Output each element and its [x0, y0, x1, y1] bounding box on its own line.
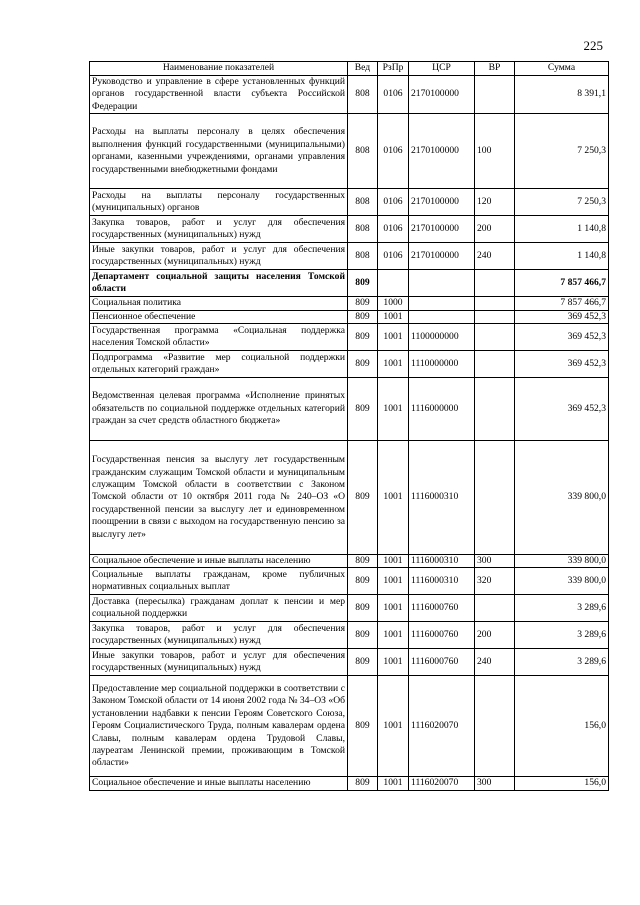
cell-vr: [475, 378, 515, 441]
cell-rzpr: 1001: [378, 324, 409, 351]
cell-name: Предоставление мер социальной поддержки в соответствии с Законом Томской области от 14 июня 2002 года № 34–ОЗ «Об установлении надбавки к пенсии Героям Советского Союза, Героям Социалистического Труда, полным кавалерам ордена Славы, полным кавалерам ордена Трудовой Славы, лауреатам Ленинской премии, проживающим в Томской области»: [90, 676, 348, 777]
cell-vr: 120: [475, 189, 515, 216]
cell-ved: 809: [348, 555, 378, 568]
cell-rzpr: 1001: [378, 676, 409, 777]
budget-table: [89, 61, 609, 791]
cell-sum: 339 800,0: [515, 568, 609, 595]
cell-sum: 369 452,3: [515, 351, 609, 378]
cell-sum: 8 391,1: [515, 76, 609, 114]
cell-name: Социальное обеспечение и иные выплаты населению: [90, 777, 348, 790]
cell-csr: 2170100000: [409, 114, 475, 189]
cell-csr: 1116000000: [409, 378, 475, 441]
cell-ved: 809: [348, 676, 378, 777]
page-number: 225: [583, 38, 603, 53]
cell-name: Закупка товаров, работ и услуг для обеспечения государственных (муниципальных) нужд: [90, 622, 348, 649]
cell-ved: 809: [348, 441, 378, 555]
cell-name: Подпрограмма «Развитие мер социальной поддержки отдельных категорий граждан»: [90, 351, 348, 378]
cell-name: Расходы на выплаты персоналу в целях обеспечения выполнения функций государственными (муниципальными) органами, казенными учреждениями, органами управления государственными внебюджетными фондами: [90, 114, 348, 189]
cell-sum: 156,0: [515, 777, 609, 790]
cell-rzpr: 1001: [378, 622, 409, 649]
cell-vr: [475, 595, 515, 622]
cell-rzpr: 0106: [378, 114, 409, 189]
cell-ved: 809: [348, 777, 378, 790]
cell-rzpr: 1001: [378, 351, 409, 378]
table-row: [90, 297, 609, 310]
cell-csr: [409, 310, 475, 323]
cell-rzpr: 1001: [378, 310, 409, 323]
table-row: [90, 378, 609, 441]
table-row: [90, 189, 609, 216]
cell-ved: 809: [348, 649, 378, 676]
table-row: [90, 622, 609, 649]
header-ved: Вед: [348, 62, 378, 76]
cell-vr: 300: [475, 777, 515, 790]
cell-ved: 809: [348, 270, 378, 297]
cell-rzpr: 0106: [378, 216, 409, 243]
cell-sum: 3 289,6: [515, 622, 609, 649]
cell-sum: 7 857 466,7: [515, 297, 609, 310]
cell-csr: 1116000310: [409, 555, 475, 568]
table-row: [90, 324, 609, 351]
cell-rzpr: 0106: [378, 189, 409, 216]
cell-name: Руководство и управление в сфере установленных функций органов государственной власти субъекта Российской Федерации: [90, 76, 348, 114]
cell-sum: 339 800,0: [515, 441, 609, 555]
cell-sum: 369 452,3: [515, 310, 609, 323]
cell-name: Иные закупки товаров, работ и услуг для обеспечения государственных (муниципальных) нужд: [90, 649, 348, 676]
table-row: [90, 676, 609, 777]
table-row: [90, 243, 609, 270]
table-row: [90, 568, 609, 595]
header-name: Наименование показателей: [90, 62, 348, 76]
cell-name: Государственная программа «Социальная поддержка населения Томской области»: [90, 324, 348, 351]
table-header: [90, 62, 609, 76]
cell-name: Департамент социальной защиты населения Томской области: [90, 270, 348, 297]
cell-ved: 809: [348, 351, 378, 378]
cell-sum: 1 140,8: [515, 243, 609, 270]
cell-csr: 1100000000: [409, 324, 475, 351]
cell-csr: 2170100000: [409, 216, 475, 243]
cell-ved: 809: [348, 622, 378, 649]
cell-ved: 809: [348, 297, 378, 310]
cell-sum: 369 452,3: [515, 324, 609, 351]
cell-rzpr: 1001: [378, 568, 409, 595]
cell-rzpr: 1000: [378, 297, 409, 310]
cell-sum: 1 140,8: [515, 216, 609, 243]
cell-ved: 808: [348, 114, 378, 189]
table-row: [90, 777, 609, 790]
cell-vr: 200: [475, 622, 515, 649]
cell-ved: 808: [348, 216, 378, 243]
cell-csr: 2170100000: [409, 243, 475, 270]
cell-csr: 2170100000: [409, 76, 475, 114]
cell-csr: 1116020070: [409, 777, 475, 790]
header-csr: ЦСР: [409, 62, 475, 76]
cell-csr: 1116000310: [409, 441, 475, 555]
cell-vr: [475, 297, 515, 310]
cell-vr: [475, 676, 515, 777]
header-rzpr: РзПр: [378, 62, 409, 76]
cell-rzpr: 0106: [378, 243, 409, 270]
cell-sum: 7 857 466,7: [515, 270, 609, 297]
table-row: [90, 555, 609, 568]
cell-vr: 300: [475, 555, 515, 568]
cell-rzpr: 1001: [378, 441, 409, 555]
table-body: [90, 76, 609, 791]
cell-ved: 809: [348, 378, 378, 441]
cell-rzpr: 1001: [378, 378, 409, 441]
table-row: [90, 114, 609, 189]
cell-csr: 2170100000: [409, 189, 475, 216]
header-vr: ВР: [475, 62, 515, 76]
cell-vr: [475, 270, 515, 297]
header-sum: Сумма: [515, 62, 609, 76]
cell-sum: 3 289,6: [515, 595, 609, 622]
cell-sum: 156,0: [515, 676, 609, 777]
cell-rzpr: [378, 270, 409, 297]
cell-name: Социальные выплаты гражданам, кроме публичных нормативных социальных выплат: [90, 568, 348, 595]
cell-vr: [475, 76, 515, 114]
cell-rzpr: 1001: [378, 555, 409, 568]
cell-vr: 240: [475, 243, 515, 270]
cell-sum: 369 452,3: [515, 378, 609, 441]
cell-name: Закупка товаров, работ и услуг для обеспечения государственных (муниципальных) нужд: [90, 216, 348, 243]
cell-vr: 100: [475, 114, 515, 189]
cell-vr: [475, 324, 515, 351]
cell-vr: 320: [475, 568, 515, 595]
table-row: [90, 595, 609, 622]
cell-vr: [475, 351, 515, 378]
table-row: [90, 270, 609, 297]
cell-vr: [475, 441, 515, 555]
cell-ved: 808: [348, 243, 378, 270]
table-row: [90, 310, 609, 323]
cell-csr: [409, 270, 475, 297]
cell-name: Расходы на выплаты персоналу государственных (муниципальных) органов: [90, 189, 348, 216]
cell-ved: 809: [348, 568, 378, 595]
cell-name: Социальная политика: [90, 297, 348, 310]
table-row: [90, 216, 609, 243]
cell-rzpr: 1001: [378, 595, 409, 622]
table-row: [90, 441, 609, 555]
cell-sum: 7 250,3: [515, 114, 609, 189]
cell-sum: 339 800,0: [515, 555, 609, 568]
cell-name: Социальное обеспечение и иные выплаты населению: [90, 555, 348, 568]
cell-sum: 3 289,6: [515, 649, 609, 676]
cell-csr: [409, 297, 475, 310]
cell-csr: 1116020070: [409, 676, 475, 777]
table-row: [90, 649, 609, 676]
cell-ved: 808: [348, 76, 378, 114]
cell-name: Государственная пенсия за выслугу лет государственным гражданским служащим Томской области и муниципальным служащим Томской области в соответствии с Законом Томской области от 10 октября 2011 года № 240–ОЗ «О государственной пенсии за выслугу лет и единовременном поощрении в связи с выходом на государственную пенсию за выслугу лет»: [90, 441, 348, 555]
cell-csr: 1116000760: [409, 622, 475, 649]
cell-rzpr: 0106: [378, 76, 409, 114]
cell-vr: [475, 310, 515, 323]
cell-rzpr: 1001: [378, 649, 409, 676]
table-row: [90, 351, 609, 378]
cell-vr: 200: [475, 216, 515, 243]
cell-ved: 809: [348, 595, 378, 622]
cell-name: Ведомственная целевая программа «Исполнение принятых обязательств по социальной поддержке отдельных категорий граждан за счет средств областного бюджета»: [90, 378, 348, 441]
header-row: [90, 62, 609, 76]
cell-csr: 1116000760: [409, 649, 475, 676]
cell-name: Иные закупки товаров, работ и услуг для обеспечения государственных (муниципальных) нужд: [90, 243, 348, 270]
cell-csr: 1116000760: [409, 595, 475, 622]
cell-csr: 1116000310: [409, 568, 475, 595]
cell-sum: 7 250,3: [515, 189, 609, 216]
cell-name: Доставка (пересылка) гражданам доплат к пенсии и мер социальной поддержки: [90, 595, 348, 622]
cell-csr: 1110000000: [409, 351, 475, 378]
cell-ved: 808: [348, 189, 378, 216]
table-row: [90, 76, 609, 114]
cell-ved: 809: [348, 324, 378, 351]
cell-ved: 809: [348, 310, 378, 323]
cell-name: Пенсионное обеспечение: [90, 310, 348, 323]
cell-vr: 240: [475, 649, 515, 676]
cell-rzpr: 1001: [378, 777, 409, 790]
